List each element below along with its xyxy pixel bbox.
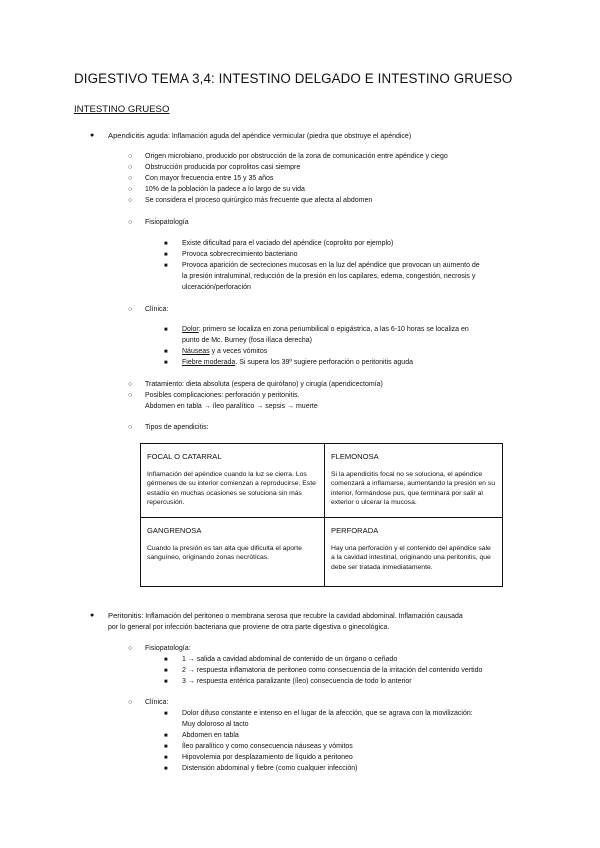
list-item: 1 → salida a cavidad abdominal de contenido de un órgano o ceñado [182, 656, 398, 663]
bullet-square-icon: ■ [164, 711, 168, 717]
list-item: Abdomen en tabla [182, 732, 239, 739]
tipo-desc: Inflamación del apéndice cuando la luz se cierra. Los gérmenes de su interior comienzan a reproducirse. Este estadío en muchas ocasiones se soluciona sin más repercusión. [147, 471, 316, 507]
dolor-text: : primero se localiza en zona periumbilical o epigástrica, a las 6-10 horas se localiza en [198, 326, 469, 333]
table-cell [325, 444, 502, 517]
bullet-square-icon: ■ [164, 263, 168, 269]
peritonitis-label: Peritonitis [108, 611, 142, 620]
bullet-circle-icon: ○ [128, 699, 133, 706]
bullet-square-icon: ■ [164, 241, 168, 247]
apendicitis-label: Apendicitis aguda [108, 131, 168, 140]
list-item: 10% de la población la padece a lo largo de su vida [145, 186, 305, 193]
tipos-table [140, 443, 503, 587]
bullet-circle-icon: ○ [128, 219, 133, 226]
list-item-continued: la presión intraluminal, reducción de la presión en los capilares, edema, congestión, necrosis y [182, 273, 476, 280]
dolor-label: Dolor [182, 326, 199, 333]
fisiopatologia-label: Fisiopatología [145, 219, 189, 226]
bullet-circle-icon: ○ [128, 186, 133, 193]
list-item: Existe dificultad para el vaciado del apéndice (coprolito por ejemplo) [182, 240, 394, 247]
section-heading: INTESTINO GRUESO [74, 104, 170, 115]
clinica-label: Clínica: [145, 306, 169, 313]
peritonitis-desc-continued: por lo general por infección bacteriana que proviene de otra parte digestiva o ginecológica. [108, 624, 390, 631]
bullet-circle-icon: ○ [128, 392, 133, 399]
bullet-square-icon: ■ [164, 679, 168, 685]
tipo-name: FOCAL O CATARRAL [147, 452, 222, 461]
table-cell [141, 518, 324, 586]
bullet-circle-icon: ○ [128, 306, 133, 313]
tipo-name: FLEMONOSA [331, 452, 379, 461]
bullet-circle-icon: ○ [128, 381, 133, 388]
tipo-name: GANGRENOSA [147, 526, 202, 535]
list-item: Provoca aparición de secreciones mucosas en la luz del apéndice que provocan un aumento de [182, 262, 480, 269]
bullet-square-icon: ■ [164, 327, 168, 333]
tipo-desc: Hay una perforación y el contenido del apéndice sale a la cavidad intestinal, originando una peritonitis, que debe ser tratada inmediatamente. [331, 545, 491, 571]
peritonitis-line [108, 611, 463, 621]
list-item-continued: ulceración/perforación [182, 284, 251, 291]
bullet-circle-icon: ○ [128, 424, 133, 431]
list-item: 2 → respuesta inflamatoria de peritoneo como consecuencia de la irritación del contenido vertido [182, 667, 483, 674]
page-title: DIGESTIVO TEMA 3,4: INTESTINO DELGADO E INTESTINO GRUESO [74, 71, 513, 86]
list-item: Hipovolemia por desplazamiento de líquido a peritoneo [182, 754, 353, 761]
list-item: Dolor difuso constante e intenso en el lugar de la afección, que se agrava con la movilización: [182, 710, 473, 717]
apendicitis-desc: : Inflamación aguda del apéndice vermicular (piedra que obstruye el apéndice) [167, 133, 412, 140]
list-item: Íleo paralítico y como consecuencia náuseas y vómitos [182, 743, 353, 750]
dolor-continued: punto de Mc. Burney (fosa ilíaca derecha) [182, 337, 312, 344]
bullet-circle-icon: ○ [128, 164, 133, 171]
clinica-label: Clínica: [145, 699, 169, 706]
bullet-circle-icon: ○ [128, 645, 133, 652]
bullet-square-icon: ■ [164, 744, 168, 750]
list-item: Provoca sobrecrecimiento bacteriano [182, 251, 298, 258]
bullet-square-icon: ■ [164, 252, 168, 258]
bullet-square-icon: ■ [164, 755, 168, 761]
bullet-square-icon: ■ [164, 668, 168, 674]
bullet-square-icon: ■ [164, 349, 168, 355]
list-item-continued: Muy doloroso al tacto [182, 721, 249, 728]
fisiopatologia-label: Fisiopatología: [145, 645, 191, 652]
bullet-square-icon: ■ [164, 657, 168, 663]
apendicitis-line [108, 131, 411, 141]
tipo-name: PERFORADA [331, 526, 379, 535]
fiebre-label: Fiebre moderada [182, 359, 236, 366]
list-item: Con mayor frecuencia entre 15 y 35 años [145, 175, 274, 182]
dolor-item [182, 325, 469, 334]
complicaciones-item: Posibles complicaciones: perforación y peritonitis. [145, 392, 300, 399]
peritonitis-desc: : Inflamación del peritoneo o membrana serosa que recubre la cavidad abdominal. Inflamación causada [141, 613, 463, 620]
table-cell [325, 518, 502, 586]
list-item: Obstrucción producida por coprolitos casi siempre [145, 164, 301, 171]
nauseas-label: Náuseas [182, 348, 210, 355]
table-cell [141, 444, 324, 517]
tipos-label: Tipos de apendicitis: [145, 424, 209, 431]
nauseas-item [182, 347, 267, 356]
bullet-square-icon: ■ [164, 360, 168, 366]
bullet-square-icon: ■ [164, 733, 168, 739]
tratamiento-item: Tratamiento: dieta absoluta (espera de quirófano) y cirugía (apendicectomía) [145, 381, 383, 388]
bullet-disc-icon: ● [90, 612, 95, 619]
fiebre-item [182, 358, 413, 367]
bullet-square-icon: ■ [164, 766, 168, 772]
tipo-desc: Si la apendicitis focal no se soluciona, el apéndice comenzará a inflamarse, aumentando la presión en su interior, formándose pus, que terminará por salir al exterior o ulcerar la mucosa. [331, 471, 495, 507]
complicaciones-continued: Abdomen en tabla → íleo paralítico → sepsis → muerte [145, 403, 318, 410]
list-item: 3 → respuesta entérica paralizante (íleo) consecuencia de todo lo anterior [182, 678, 412, 685]
nauseas-text: y a veces vómitos [209, 348, 268, 355]
tipo-desc: Cuando la presión es tan alta que dificulta el aporte sanguíneo, originando zonas necróticas. [147, 545, 302, 562]
bullet-circle-icon: ○ [128, 175, 133, 182]
list-item: Se considera el proceso quirúrgico más frecuente que afecta al abdomen [145, 197, 373, 204]
fiebre-text: . Si supera los 39º sugiere perforación o peritonitis aguda [235, 359, 413, 366]
bullet-circle-icon: ○ [128, 153, 133, 160]
list-item: Origen microbiano, producido por obstrucción de la zona de comunicación entre apéndice y ciego [145, 153, 448, 160]
list-item: Distensión abdominal y fiebre (como cualquier infección) [182, 765, 358, 772]
bullet-circle-icon: ○ [128, 197, 133, 204]
bullet-disc-icon: ● [90, 132, 95, 139]
